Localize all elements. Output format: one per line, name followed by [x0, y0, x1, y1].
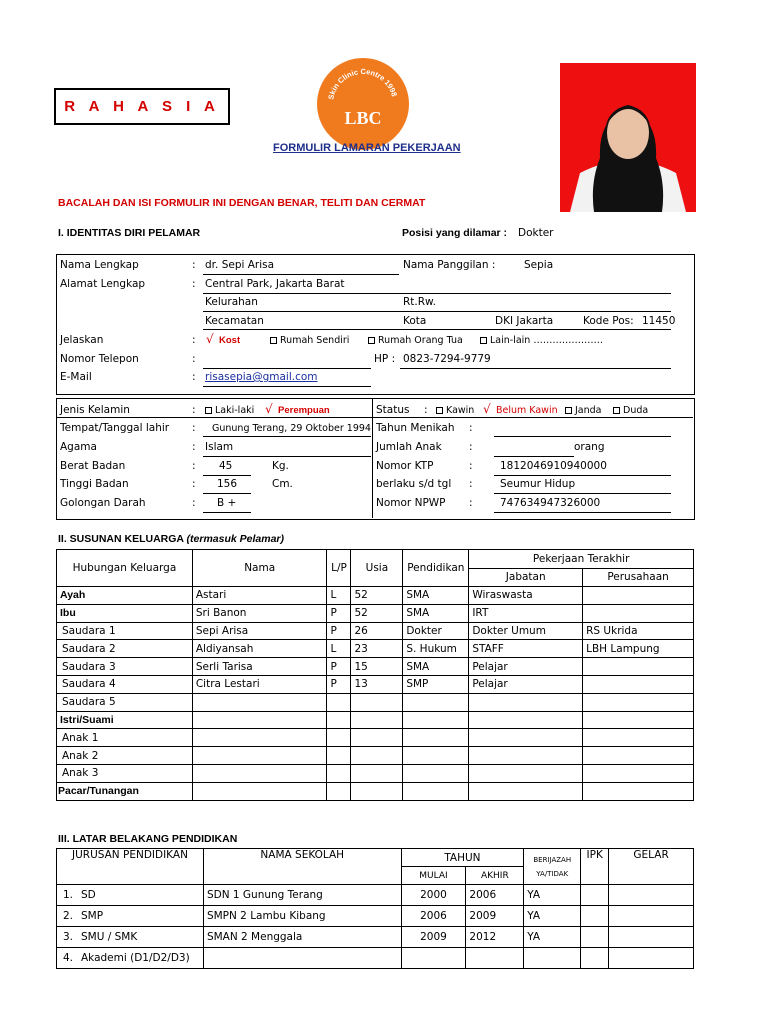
- colon: :: [469, 460, 473, 472]
- colon: :: [192, 441, 196, 453]
- family-cell-jab[interactable]: [469, 747, 583, 765]
- posisi-value[interactable]: Dokter: [518, 227, 554, 239]
- family-cell-jab[interactable]: Wiraswasta: [469, 587, 583, 605]
- agama-label: Agama: [60, 441, 97, 453]
- family-cell-usia[interactable]: 13: [351, 675, 403, 693]
- table-row: [57, 622, 694, 640]
- family-cell-hub: Anak 3: [57, 764, 193, 782]
- colon: :: [192, 478, 196, 490]
- kecamatan-label: Kecamatan: [205, 315, 264, 327]
- underline: [203, 475, 251, 476]
- table-row: [57, 711, 694, 729]
- edu-cell-gelar[interactable]: [609, 927, 694, 948]
- family-cell-hub: Saudara 5: [57, 693, 193, 711]
- family-cell-hub: Saudara 1: [57, 622, 193, 640]
- family-cell-pend[interactable]: [403, 729, 469, 747]
- family-cell-jab[interactable]: [469, 693, 583, 711]
- nama-field[interactable]: dr. Sepi Arisa: [205, 259, 275, 271]
- option-kawin[interactable]: [436, 405, 474, 416]
- header-ipk: IPK: [581, 849, 609, 885]
- jenis-kelamin-label: Jenis Kelamin: [60, 404, 130, 416]
- checkbox-icon: [613, 407, 620, 414]
- logo-ring-text: Skin Clinic Centre 1998: [326, 66, 399, 101]
- edu-jurusan-text: SMU / SMK: [81, 931, 138, 943]
- family-cell-usia[interactable]: [351, 747, 403, 765]
- family-cell-per[interactable]: LBH Lampung: [583, 640, 694, 658]
- family-cell-nama[interactable]: Astari: [192, 587, 327, 605]
- colon: :: [192, 371, 196, 383]
- family-cell-lp[interactable]: P: [327, 604, 351, 622]
- colon: :: [192, 259, 196, 271]
- family-cell-nama[interactable]: Sri Banon: [192, 604, 327, 622]
- header-berijazah: [524, 849, 581, 885]
- checkbox-icon: [480, 337, 487, 344]
- family-cell-jab[interactable]: [469, 711, 583, 729]
- ttl-label: Tempat/Tanggal lahir: [60, 422, 170, 434]
- underline: [203, 386, 371, 387]
- edu-row-number: 4.: [63, 952, 74, 964]
- family-cell-pend[interactable]: SMA: [403, 604, 469, 622]
- ya-tidak-text: YA/TIDAK: [536, 869, 569, 878]
- telepon-label: Nomor Telepon: [60, 353, 139, 365]
- kelurahan-label: Kelurahan: [205, 296, 258, 308]
- family-cell-usia[interactable]: 23: [351, 640, 403, 658]
- alamat-label: Alamat Lengkap: [60, 278, 146, 290]
- family-cell-jab[interactable]: STAFF: [469, 640, 583, 658]
- table-row: [57, 675, 694, 693]
- header-mulai: MULAI: [401, 867, 466, 885]
- header-pendidikan: Pendidikan: [403, 550, 469, 587]
- colon: :: [469, 422, 473, 434]
- edu-cell-akhir[interactable]: 2012: [466, 927, 524, 948]
- email-field[interactable]: risasepia@gmail.com: [205, 371, 318, 383]
- kodepos-label: Kode Pos:: [583, 315, 634, 327]
- family-cell-pend[interactable]: [403, 764, 469, 782]
- family-cell-per[interactable]: [583, 675, 694, 693]
- underline: [400, 368, 671, 369]
- edu-cell-jurusan: [57, 906, 204, 927]
- family-cell-per[interactable]: [583, 693, 694, 711]
- family-cell-hub: Saudara 4: [57, 675, 193, 693]
- edu-cell-ipk[interactable]: [581, 885, 609, 906]
- header-nama: Nama: [192, 550, 327, 587]
- family-cell-per[interactable]: RS Ukrida: [583, 622, 694, 640]
- family-cell-lp[interactable]: L: [327, 640, 351, 658]
- laki-text: Laki-laki: [215, 405, 255, 416]
- jelaskan-label: Jelaskan: [60, 334, 104, 346]
- goldar-label: Golongan Darah: [60, 497, 146, 509]
- header-jurusan: JURUSAN PENDIDIKAN: [57, 849, 204, 885]
- cm-label: Cm.: [272, 478, 293, 490]
- divider: [372, 398, 373, 518]
- table-row: [57, 693, 694, 711]
- family-cell-nama[interactable]: Citra Lestari: [192, 675, 327, 693]
- family-cell-usia[interactable]: 52: [351, 587, 403, 605]
- status-label: Status: [376, 404, 410, 416]
- edu-jurusan-text: SMP: [81, 910, 104, 922]
- underline: [494, 436, 671, 437]
- table-row: [57, 658, 694, 676]
- option-belum-kawin[interactable]: Belum Kawin: [496, 405, 558, 416]
- family-cell-nama[interactable]: [192, 729, 327, 747]
- rtrw-label: Rt.Rw.: [403, 296, 437, 308]
- family-cell-usia[interactable]: [351, 782, 403, 800]
- family-cell-usia[interactable]: 52: [351, 604, 403, 622]
- edu-row-number: 2.: [63, 910, 74, 922]
- goldar-field[interactable]: B +: [217, 497, 237, 509]
- option-perempuan[interactable]: Perempuan: [278, 405, 330, 416]
- table-row: [57, 747, 694, 765]
- family-cell-pend[interactable]: SMA: [403, 658, 469, 676]
- edu-cell-mulai[interactable]: [401, 948, 466, 969]
- header-sekolah: NAMA SEKOLAH: [203, 849, 401, 885]
- applicant-photo: [560, 63, 696, 212]
- family-cell-lp[interactable]: L: [327, 587, 351, 605]
- family-cell-lp[interactable]: [327, 729, 351, 747]
- edu-cell-sekolah[interactable]: SMPN 2 Lambu Kibang: [203, 906, 401, 927]
- family-cell-pend[interactable]: SMA: [403, 587, 469, 605]
- section3-heading: III. LATAR BELAKANG PENDIDIKAN: [58, 833, 238, 845]
- edu-cell-ijazah[interactable]: YA: [524, 927, 581, 948]
- ttl-field[interactable]: Gunung Terang, 29 Oktober 1994: [212, 423, 371, 434]
- family-cell-pend[interactable]: [403, 782, 469, 800]
- hp-label: HP :: [374, 353, 396, 365]
- berat-field[interactable]: 45: [219, 460, 233, 472]
- header-tahun: TAHUN: [401, 849, 524, 867]
- family-table-body: [57, 587, 694, 801]
- hp-field[interactable]: 0823-7294-9779: [403, 353, 491, 365]
- kg-label: Kg.: [272, 460, 289, 472]
- underline: [203, 368, 371, 369]
- agama-field[interactable]: Islam: [205, 441, 234, 453]
- checkbox-icon: [205, 407, 212, 414]
- table-row: [57, 927, 694, 948]
- underline: [494, 493, 671, 494]
- table-row: [57, 729, 694, 747]
- underline: [203, 274, 399, 275]
- table-row: [57, 948, 694, 969]
- underline: [203, 436, 371, 437]
- table-row: [57, 604, 694, 622]
- family-cell-hub: Anak 1: [57, 729, 193, 747]
- family-cell-lp[interactable]: P: [327, 622, 351, 640]
- family-cell-jab[interactable]: IRT: [469, 604, 583, 622]
- ktp-field[interactable]: 1812046910940000: [500, 460, 607, 472]
- education-table: [56, 848, 694, 969]
- family-cell-lp[interactable]: [327, 711, 351, 729]
- family-cell-per[interactable]: [583, 764, 694, 782]
- underline: [494, 475, 671, 476]
- jumlah-anak-label: Jumlah Anak: [376, 441, 442, 453]
- tahun-menikah-label: Tahun Menikah: [376, 422, 455, 434]
- npwp-field[interactable]: 747634947326000: [500, 497, 601, 509]
- edu-cell-mulai[interactable]: 2000: [401, 885, 466, 906]
- family-cell-nama[interactable]: [192, 782, 327, 800]
- edu-cell-mulai[interactable]: 2009: [401, 927, 466, 948]
- table-row: [57, 885, 694, 906]
- family-cell-nama[interactable]: [192, 764, 327, 782]
- underline: [203, 512, 251, 513]
- family-cell-pend[interactable]: S. Hukum: [403, 640, 469, 658]
- logo-text: LBC: [344, 108, 382, 128]
- underline: [494, 512, 671, 513]
- edu-cell-akhir[interactable]: 2006: [466, 885, 524, 906]
- row-divider: [56, 417, 693, 418]
- edu-cell-ijazah[interactable]: YA: [524, 885, 581, 906]
- family-cell-hub: Ibu: [57, 604, 193, 622]
- edu-row-number: 1.: [63, 889, 74, 901]
- section2-heading-italic: (termasuk Pelamar): [186, 533, 285, 545]
- berlaku-field[interactable]: Seumur Hidup: [500, 478, 576, 490]
- table-row: [57, 640, 694, 658]
- family-cell-usia[interactable]: [351, 693, 403, 711]
- family-cell-per[interactable]: [583, 747, 694, 765]
- nama-label: Nama Lengkap: [60, 259, 139, 271]
- family-cell-usia[interactable]: 15: [351, 658, 403, 676]
- npwp-label: Nomor NPWP: [376, 497, 446, 509]
- family-cell-nama[interactable]: [192, 693, 327, 711]
- rumah-ortu-text: Rumah Orang Tua: [378, 335, 463, 346]
- ktp-label: Nomor KTP: [376, 460, 434, 472]
- colon: :: [469, 497, 473, 509]
- berlaku-label: berlaku s/d tgl: [376, 478, 452, 490]
- colon: :: [469, 478, 473, 490]
- family-cell-hub: Istri/Suami: [57, 711, 193, 729]
- option-kost[interactable]: Kost: [219, 335, 241, 346]
- form-title: FORMULIR LAMARAN PEKERJAAN: [273, 142, 461, 154]
- edu-jurusan-text: SD: [81, 889, 96, 901]
- family-cell-jab[interactable]: Pelajar: [469, 658, 583, 676]
- underline: [203, 293, 671, 294]
- tinggi-label: Tinggi Badan: [60, 478, 129, 490]
- checkbox-icon: [565, 407, 572, 414]
- header-pekerjaan: Pekerjaan Terakhir: [469, 550, 694, 569]
- edu-cell-gelar[interactable]: [609, 885, 694, 906]
- edu-cell-jurusan: [57, 948, 204, 969]
- logo-ring-svg: [319, 60, 407, 148]
- berat-label: Berat Badan: [60, 460, 126, 472]
- family-cell-jab[interactable]: [469, 782, 583, 800]
- colon: :: [192, 334, 196, 346]
- janda-text: Janda: [575, 405, 602, 416]
- lain-text: Lain-lain ………………….: [490, 335, 603, 346]
- tinggi-field[interactable]: 156: [217, 478, 238, 490]
- edu-cell-ijazah[interactable]: YA: [524, 906, 581, 927]
- panggilan-field[interactable]: Sepia: [524, 259, 554, 271]
- section2-heading-text: II. SUSUNAN KELUARGA: [58, 533, 187, 545]
- colon: :: [192, 404, 196, 416]
- family-cell-nama[interactable]: Aldiyansah: [192, 640, 327, 658]
- underline: [203, 311, 671, 312]
- family-cell-usia[interactable]: 26: [351, 622, 403, 640]
- family-table: [56, 549, 694, 801]
- family-cell-lp[interactable]: [327, 782, 351, 800]
- edu-cell-sekolah[interactable]: SDN 1 Gunung Terang: [203, 885, 401, 906]
- family-cell-pend[interactable]: SMP: [403, 675, 469, 693]
- header-jabatan: Jabatan: [469, 568, 583, 587]
- edu-cell-gelar[interactable]: [609, 906, 694, 927]
- edu-cell-ipk[interactable]: [581, 906, 609, 927]
- colon: :: [192, 278, 196, 290]
- panggilan-label: Nama Panggilan :: [403, 259, 496, 271]
- edu-cell-jurusan: [57, 885, 204, 906]
- email-label: E-Mail: [60, 371, 92, 383]
- colon: :: [424, 404, 428, 416]
- family-cell-nama[interactable]: Serli Tarisa: [192, 658, 327, 676]
- family-cell-jab[interactable]: [469, 764, 583, 782]
- underline: [494, 456, 574, 457]
- family-cell-jab[interactable]: [469, 729, 583, 747]
- edu-cell-ipk[interactable]: [581, 927, 609, 948]
- berijazah-text: BERIJAZAH: [533, 855, 572, 864]
- header-hubungan: Hubungan Keluarga: [57, 550, 193, 587]
- underline: [203, 456, 371, 457]
- rumah-sendiri-text: Rumah Sendiri: [280, 335, 350, 346]
- section1-heading: I. IDENTITAS DIRI PELAMAR: [58, 227, 201, 239]
- orang-label: orang: [574, 441, 605, 453]
- checkbox-icon: [436, 407, 443, 414]
- family-cell-per[interactable]: [583, 604, 694, 622]
- belum-kawin-checkmark-icon: √: [483, 402, 491, 416]
- colon: :: [192, 353, 196, 365]
- option-janda[interactable]: [565, 405, 602, 416]
- edu-cell-gelar[interactable]: [609, 948, 694, 969]
- family-cell-nama[interactable]: Sepi Arisa: [192, 622, 327, 640]
- option-laki-laki[interactable]: [205, 405, 254, 416]
- edu-cell-jurusan: [57, 927, 204, 948]
- edu-cell-ipk[interactable]: [581, 948, 609, 969]
- option-lain-lain[interactable]: [480, 335, 603, 346]
- kodepos-field[interactable]: 11450: [642, 315, 676, 327]
- family-cell-pend[interactable]: [403, 711, 469, 729]
- table-row: [57, 587, 694, 605]
- alamat-field[interactable]: Central Park, Jakarta Barat: [205, 278, 345, 290]
- family-cell-lp[interactable]: [327, 747, 351, 765]
- table-row: [57, 782, 694, 800]
- perempuan-checkmark-icon: √: [265, 402, 273, 416]
- family-cell-lp[interactable]: [327, 693, 351, 711]
- posisi-label: Posisi yang dilamar :: [402, 227, 508, 239]
- kost-checkmark-icon: √: [206, 332, 214, 346]
- edu-jurusan-text: Akademi (D1/D2/D3): [81, 952, 190, 964]
- header-akhir: AKHIR: [466, 867, 524, 885]
- section2-heading: [58, 533, 284, 545]
- edu-cell-ijazah[interactable]: [524, 948, 581, 969]
- option-rumah-sendiri[interactable]: [270, 335, 349, 346]
- checkbox-icon: [270, 337, 277, 344]
- family-cell-usia[interactable]: [351, 729, 403, 747]
- family-cell-pend[interactable]: [403, 693, 469, 711]
- logo-emblem-icon: [348, 82, 378, 104]
- table-row: [57, 906, 694, 927]
- edu-cell-sekolah[interactable]: SMAN 2 Menggala: [203, 927, 401, 948]
- colon: :: [192, 460, 196, 472]
- family-cell-jab[interactable]: Dokter Umum: [469, 622, 583, 640]
- colon: :: [469, 441, 473, 453]
- header-perusahaan: Perusahaan: [583, 568, 694, 587]
- family-cell-jab[interactable]: Pelajar: [469, 675, 583, 693]
- family-cell-hub: Ayah: [57, 587, 193, 605]
- option-rumah-orang-tua[interactable]: [368, 335, 463, 346]
- header-lp: L/P: [327, 550, 351, 587]
- family-cell-hub: Saudara 2: [57, 640, 193, 658]
- edu-cell-mulai[interactable]: 2006: [401, 906, 466, 927]
- header-gelar: GELAR: [609, 849, 694, 885]
- family-cell-pend[interactable]: [403, 747, 469, 765]
- colon: :: [192, 422, 196, 434]
- family-cell-hub: Anak 2: [57, 747, 193, 765]
- instruction-text: BACALAH DAN ISI FORMULIR INI DENGAN BENAR, TELITI DAN CERMAT: [58, 197, 426, 209]
- family-cell-nama[interactable]: [192, 711, 327, 729]
- checkbox-icon: [368, 337, 375, 344]
- underline: [203, 329, 671, 330]
- family-cell-per[interactable]: [583, 782, 694, 800]
- option-duda[interactable]: [613, 405, 648, 416]
- education-table-body: [57, 885, 694, 969]
- header-usia: Usia: [351, 550, 403, 587]
- family-cell-lp[interactable]: [327, 764, 351, 782]
- edu-cell-akhir[interactable]: 2009: [466, 906, 524, 927]
- colon: :: [192, 497, 196, 509]
- lbc-logo: [317, 58, 409, 150]
- family-cell-hub: Saudara 3: [57, 658, 193, 676]
- family-cell-lp[interactable]: P: [327, 675, 351, 693]
- family-cell-pend[interactable]: Dokter: [403, 622, 469, 640]
- kota-label: Kota: [403, 315, 427, 327]
- edu-cell-sekolah[interactable]: [203, 948, 401, 969]
- family-cell-nama[interactable]: [192, 747, 327, 765]
- family-cell-per[interactable]: [583, 587, 694, 605]
- duda-text: Duda: [623, 405, 649, 416]
- family-cell-per[interactable]: [583, 658, 694, 676]
- edu-row-number: 3.: [63, 931, 74, 943]
- family-cell-per[interactable]: [583, 729, 694, 747]
- kawin-text: Kawin: [446, 405, 475, 416]
- edu-cell-akhir[interactable]: [466, 948, 524, 969]
- applicant-portrait-svg: [560, 63, 696, 212]
- kota-field[interactable]: DKI Jakarta: [495, 315, 554, 327]
- family-cell-lp[interactable]: P: [327, 658, 351, 676]
- family-cell-usia[interactable]: [351, 764, 403, 782]
- family-cell-usia[interactable]: [351, 711, 403, 729]
- underline: [203, 493, 251, 494]
- table-row: [57, 764, 694, 782]
- family-cell-per[interactable]: [583, 711, 694, 729]
- confidential-box: R A H A S I A: [54, 88, 230, 125]
- family-cell-hub: Pacar/Tunangan: [57, 782, 193, 800]
